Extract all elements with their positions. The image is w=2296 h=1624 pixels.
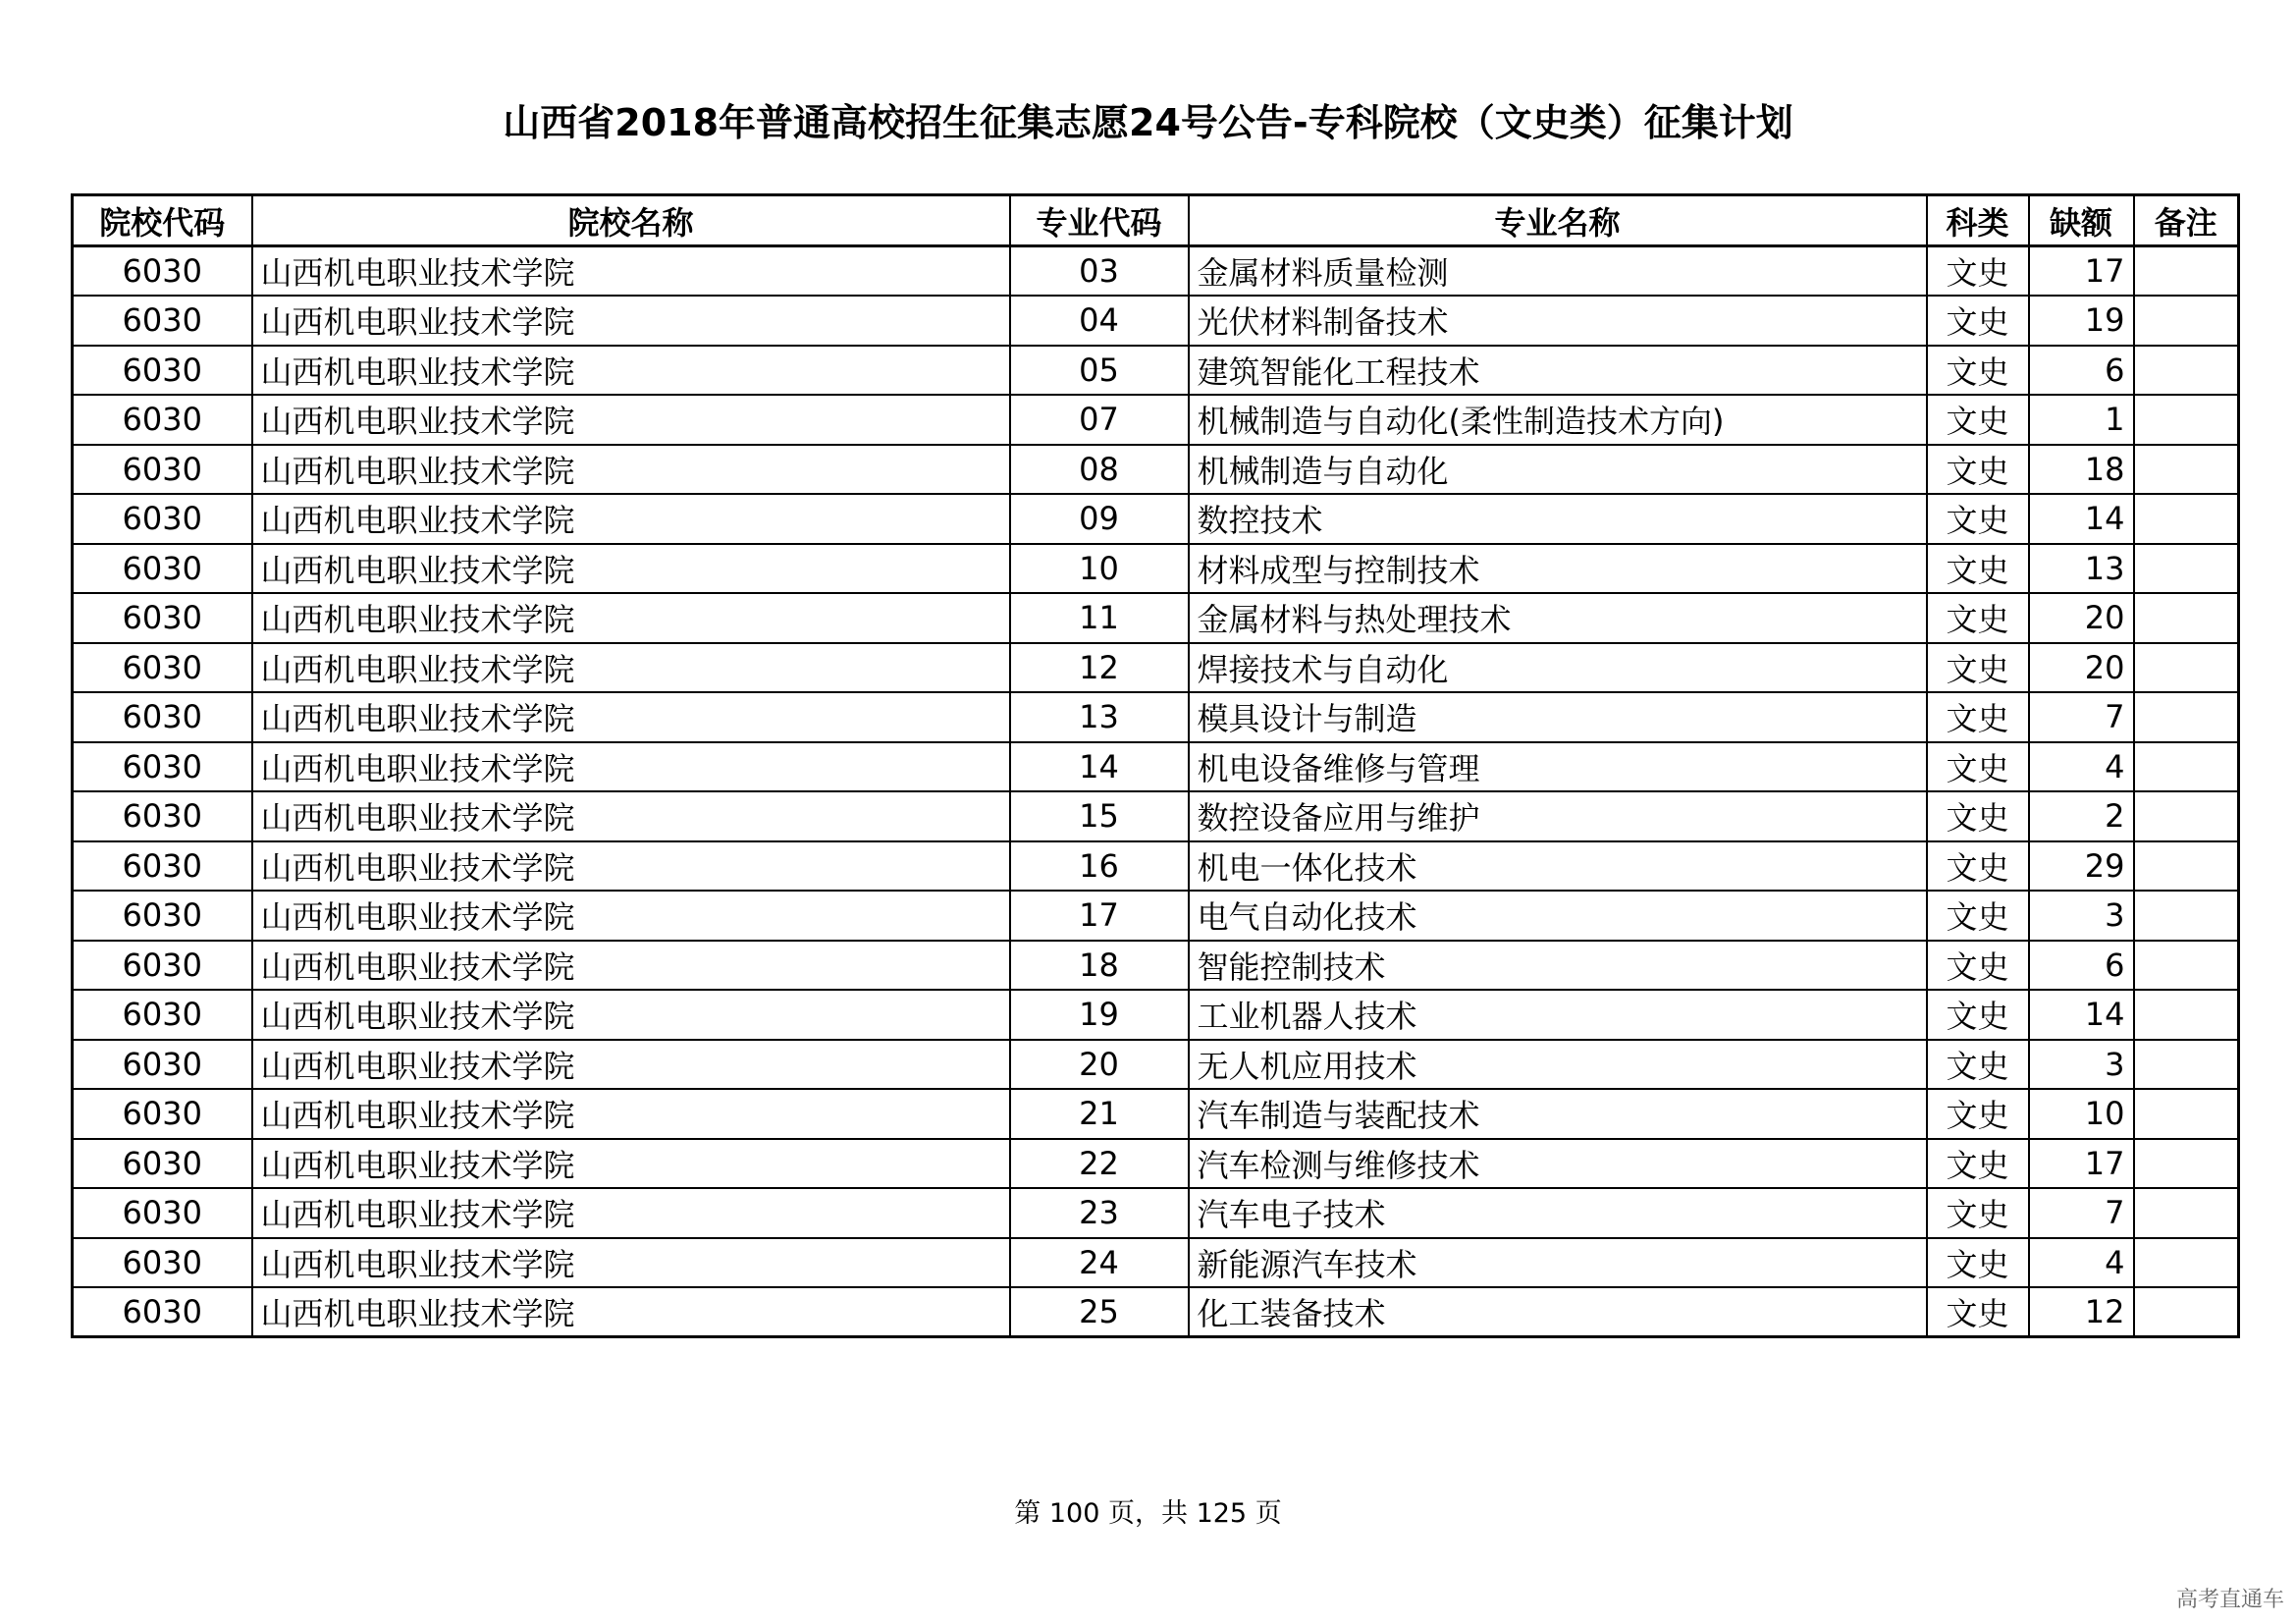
- cell-category: 文史: [1927, 395, 2029, 445]
- cell-note: [2134, 791, 2239, 841]
- cell-major-code: 22: [1010, 1139, 1189, 1189]
- cell-school-name: 山西机电职业技术学院: [252, 544, 1010, 594]
- cell-major-name: 焊接技术与自动化: [1189, 643, 1927, 693]
- cell-school-code: 6030: [73, 296, 252, 346]
- table-row: [73, 1287, 2239, 1337]
- cell-major-name: 模具设计与制造: [1189, 692, 1927, 742]
- cell-note: [2134, 692, 2239, 742]
- cell-note: [2134, 841, 2239, 892]
- cell-major-name: 材料成型与控制技术: [1189, 544, 1927, 594]
- cell-category: 文史: [1927, 544, 2029, 594]
- cell-major-code: 11: [1010, 593, 1189, 643]
- cell-major-code: 08: [1010, 445, 1189, 495]
- cell-major-name: 汽车检测与维修技术: [1189, 1139, 1927, 1189]
- cell-major-name: 工业机器人技术: [1189, 990, 1927, 1040]
- cell-category: 文史: [1927, 643, 2029, 693]
- cell-school-name: 山西机电职业技术学院: [252, 1238, 1010, 1288]
- table-row: [73, 1238, 2239, 1288]
- header-category: 科类: [1927, 195, 2029, 246]
- page-title: 山西省2018年普通高校招生征集志愿24号公告-专科院校（文史类）征集计划: [503, 101, 1793, 144]
- header-note: 备注: [2134, 195, 2239, 246]
- table-row: [73, 296, 2239, 346]
- cell-major-name: 机电一体化技术: [1189, 841, 1927, 892]
- cell-school-code: 6030: [73, 1238, 252, 1288]
- cell-vacancy: 4: [2029, 742, 2134, 792]
- cell-school-name: 山西机电职业技术学院: [252, 494, 1010, 544]
- cell-major-code: 23: [1010, 1188, 1189, 1238]
- cell-school-code: 6030: [73, 246, 252, 297]
- cell-school-name: 山西机电职业技术学院: [252, 990, 1010, 1040]
- cell-note: [2134, 593, 2239, 643]
- table-row: [73, 891, 2239, 941]
- cell-school-name: 山西机电职业技术学院: [252, 742, 1010, 792]
- cell-category: 文史: [1927, 791, 2029, 841]
- cell-major-code: 15: [1010, 791, 1189, 841]
- cell-major-code: 12: [1010, 643, 1189, 693]
- cell-major-name: 汽车电子技术: [1189, 1188, 1927, 1238]
- cell-major-code: 20: [1010, 1040, 1189, 1090]
- cell-school-code: 6030: [73, 742, 252, 792]
- header-major-code: 专业代码: [1010, 195, 1189, 246]
- cell-category: 文史: [1927, 1238, 2029, 1288]
- cell-category: 文史: [1927, 246, 2029, 297]
- table-row: [73, 643, 2239, 693]
- cell-vacancy: 1: [2029, 395, 2134, 445]
- cell-major-name: 无人机应用技术: [1189, 1040, 1927, 1090]
- header-major-name: 专业名称: [1189, 195, 1927, 246]
- cell-note: [2134, 742, 2239, 792]
- cell-vacancy: 17: [2029, 1139, 2134, 1189]
- cell-major-name: 机电设备维修与管理: [1189, 742, 1927, 792]
- cell-school-code: 6030: [73, 346, 252, 396]
- cell-note: [2134, 990, 2239, 1040]
- cell-vacancy: 3: [2029, 1040, 2134, 1090]
- page-number: 第 100 页，共 125 页: [1014, 1498, 1282, 1529]
- cell-major-code: 18: [1010, 941, 1189, 991]
- table-row: [73, 1139, 2239, 1189]
- table-row: [73, 494, 2239, 544]
- cell-vacancy: 3: [2029, 891, 2134, 941]
- cell-major-code: 19: [1010, 990, 1189, 1040]
- cell-school-code: 6030: [73, 1287, 252, 1337]
- cell-vacancy: 18: [2029, 445, 2134, 495]
- cell-category: 文史: [1927, 296, 2029, 346]
- cell-vacancy: 17: [2029, 246, 2134, 297]
- cell-category: 文史: [1927, 1287, 2029, 1337]
- cell-major-code: 14: [1010, 742, 1189, 792]
- cell-category: 文史: [1927, 1040, 2029, 1090]
- cell-vacancy: 12: [2029, 1287, 2134, 1337]
- cell-major-name: 电气自动化技术: [1189, 891, 1927, 941]
- cell-major-name: 光伏材料制备技术: [1189, 296, 1927, 346]
- cell-school-name: 山西机电职业技术学院: [252, 445, 1010, 495]
- cell-vacancy: 6: [2029, 346, 2134, 396]
- cell-major-name: 机械制造与自动化(柔性制造技术方向): [1189, 395, 1927, 445]
- table-row: [73, 990, 2239, 1040]
- cell-note: [2134, 445, 2239, 495]
- cell-major-code: 05: [1010, 346, 1189, 396]
- cell-vacancy: 19: [2029, 296, 2134, 346]
- cell-school-name: 山西机电职业技术学院: [252, 1089, 1010, 1139]
- cell-category: 文史: [1927, 742, 2029, 792]
- cell-major-code: 17: [1010, 891, 1189, 941]
- table-row: [73, 1040, 2239, 1090]
- table-row: [73, 791, 2239, 841]
- table-row: [73, 692, 2239, 742]
- cell-school-code: 6030: [73, 395, 252, 445]
- header-school-code: 院校代码: [73, 195, 252, 246]
- cell-category: 文史: [1927, 593, 2029, 643]
- cell-note: [2134, 346, 2239, 396]
- cell-school-code: 6030: [73, 990, 252, 1040]
- cell-note: [2134, 1089, 2239, 1139]
- cell-school-code: 6030: [73, 494, 252, 544]
- cell-vacancy: 20: [2029, 643, 2134, 693]
- watermark-text: 高考直通车: [2175, 1588, 2284, 1612]
- cell-school-name: 山西机电职业技术学院: [252, 1139, 1010, 1189]
- table-row: [73, 445, 2239, 495]
- cell-major-code: 03: [1010, 246, 1189, 297]
- cell-note: [2134, 891, 2239, 941]
- cell-category: 文史: [1927, 841, 2029, 892]
- cell-school-code: 6030: [73, 544, 252, 594]
- cell-school-name: 山西机电职业技术学院: [252, 593, 1010, 643]
- table-header-row: [73, 195, 2239, 246]
- cell-vacancy: 14: [2029, 494, 2134, 544]
- cell-school-name: 山西机电职业技术学院: [252, 643, 1010, 693]
- cell-vacancy: 14: [2029, 990, 2134, 1040]
- cell-school-code: 6030: [73, 1089, 252, 1139]
- cell-vacancy: 10: [2029, 1089, 2134, 1139]
- cell-school-name: 山西机电职业技术学院: [252, 941, 1010, 991]
- cell-major-name: 智能控制技术: [1189, 941, 1927, 991]
- cell-school-name: 山西机电职业技术学院: [252, 1040, 1010, 1090]
- cell-major-code: 09: [1010, 494, 1189, 544]
- cell-school-code: 6030: [73, 692, 252, 742]
- cell-note: [2134, 941, 2239, 991]
- cell-school-code: 6030: [73, 891, 252, 941]
- cell-school-code: 6030: [73, 791, 252, 841]
- cell-major-name: 建筑智能化工程技术: [1189, 346, 1927, 396]
- cell-note: [2134, 1139, 2239, 1189]
- cell-vacancy: 2: [2029, 791, 2134, 841]
- cell-major-name: 新能源汽车技术: [1189, 1238, 1927, 1288]
- cell-school-code: 6030: [73, 1040, 252, 1090]
- cell-vacancy: 7: [2029, 1188, 2134, 1238]
- table-row: [73, 593, 2239, 643]
- table-row: [73, 544, 2239, 594]
- cell-school-code: 6030: [73, 445, 252, 495]
- cell-major-name: 机械制造与自动化: [1189, 445, 1927, 495]
- cell-note: [2134, 1040, 2239, 1090]
- cell-school-code: 6030: [73, 841, 252, 892]
- cell-note: [2134, 1188, 2239, 1238]
- cell-category: 文史: [1927, 891, 2029, 941]
- cell-note: [2134, 1238, 2239, 1288]
- cell-school-name: 山西机电职业技术学院: [252, 1287, 1010, 1337]
- cell-note: [2134, 246, 2239, 297]
- cell-major-name: 金属材料与热处理技术: [1189, 593, 1927, 643]
- cell-school-name: 山西机电职业技术学院: [252, 296, 1010, 346]
- cell-major-name: 金属材料质量检测: [1189, 246, 1927, 297]
- cell-school-name: 山西机电职业技术学院: [252, 791, 1010, 841]
- header-vacancy: 缺额: [2029, 195, 2134, 246]
- cell-category: 文史: [1927, 692, 2029, 742]
- cell-school-name: 山西机电职业技术学院: [252, 346, 1010, 396]
- cell-category: 文史: [1927, 346, 2029, 396]
- table-body: [73, 246, 2239, 1337]
- table-row: [73, 346, 2239, 396]
- cell-note: [2134, 296, 2239, 346]
- cell-vacancy: 20: [2029, 593, 2134, 643]
- cell-category: 文史: [1927, 494, 2029, 544]
- cell-major-name: 汽车制造与装配技术: [1189, 1089, 1927, 1139]
- cell-category: 文史: [1927, 1089, 2029, 1139]
- cell-school-code: 6030: [73, 1139, 252, 1189]
- cell-major-code: 24: [1010, 1238, 1189, 1288]
- cell-note: [2134, 1287, 2239, 1337]
- cell-major-code: 13: [1010, 692, 1189, 742]
- cell-school-name: 山西机电职业技术学院: [252, 891, 1010, 941]
- cell-note: [2134, 544, 2239, 594]
- cell-vacancy: 6: [2029, 941, 2134, 991]
- cell-school-name: 山西机电职业技术学院: [252, 841, 1010, 892]
- cell-school-name: 山西机电职业技术学院: [252, 1188, 1010, 1238]
- cell-category: 文史: [1927, 990, 2029, 1040]
- table-row: [73, 1089, 2239, 1139]
- cell-major-name: 数控设备应用与维护: [1189, 791, 1927, 841]
- table-row: [73, 1188, 2239, 1238]
- cell-vacancy: 29: [2029, 841, 2134, 892]
- cell-note: [2134, 494, 2239, 544]
- cell-school-code: 6030: [73, 941, 252, 991]
- cell-major-code: 21: [1010, 1089, 1189, 1139]
- cell-school-name: 山西机电职业技术学院: [252, 246, 1010, 297]
- cell-major-name: 数控技术: [1189, 494, 1927, 544]
- cell-note: [2134, 395, 2239, 445]
- cell-school-name: 山西机电职业技术学院: [252, 692, 1010, 742]
- cell-vacancy: 4: [2029, 1238, 2134, 1288]
- cell-major-code: 25: [1010, 1287, 1189, 1337]
- cell-major-name: 化工装备技术: [1189, 1287, 1927, 1337]
- table-row: [73, 395, 2239, 445]
- cell-vacancy: 13: [2029, 544, 2134, 594]
- cell-category: 文史: [1927, 1139, 2029, 1189]
- enrollment-plan-table: [71, 193, 2240, 1338]
- header-school-name: 院校名称: [252, 195, 1010, 246]
- table-row: [73, 246, 2239, 297]
- cell-major-code: 16: [1010, 841, 1189, 892]
- table-row: [73, 941, 2239, 991]
- cell-major-code: 07: [1010, 395, 1189, 445]
- cell-category: 文史: [1927, 1188, 2029, 1238]
- cell-category: 文史: [1927, 941, 2029, 991]
- cell-school-code: 6030: [73, 1188, 252, 1238]
- cell-school-code: 6030: [73, 643, 252, 693]
- cell-school-code: 6030: [73, 593, 252, 643]
- cell-vacancy: 7: [2029, 692, 2134, 742]
- cell-major-code: 04: [1010, 296, 1189, 346]
- table-row: [73, 841, 2239, 892]
- cell-category: 文史: [1927, 445, 2029, 495]
- cell-note: [2134, 643, 2239, 693]
- cell-major-code: 10: [1010, 544, 1189, 594]
- table-row: [73, 742, 2239, 792]
- cell-school-name: 山西机电职业技术学院: [252, 395, 1010, 445]
